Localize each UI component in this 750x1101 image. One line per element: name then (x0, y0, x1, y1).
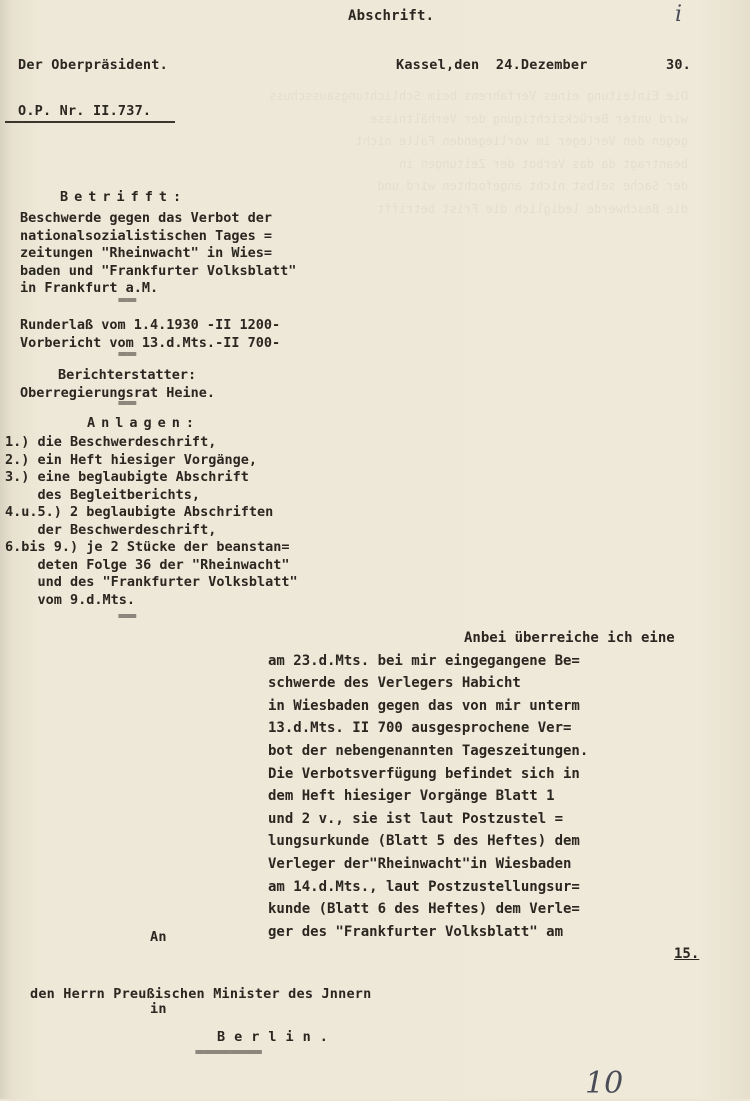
addressee-an: An (150, 929, 167, 945)
attachment-line: 6.bis 9.) je 2 Stücke der beanstan= (5, 539, 290, 555)
body-line: lungsurkunde (Blatt 5 des Heftes) dem (268, 833, 580, 850)
rapporteur-label: Berichterstatter: (58, 367, 197, 383)
attachment-line: des Begleitberichts, (5, 486, 201, 503)
attachment-line: vom 9.d.Mts. (5, 591, 136, 608)
reference-line: Vorbericht vom 13.d.Mts.-II 700- (20, 334, 281, 351)
references-block (20, 317, 280, 352)
addressee-in: in (150, 1001, 167, 1017)
attachment-line: 4.u.5.) 2 beglaubigte Abschriften (5, 504, 274, 520)
reference-underline (5, 121, 175, 123)
attachments-block (5, 434, 298, 609)
attachment-line: 2.) ein Heft hiesiger Vorgänge, (5, 451, 257, 468)
subject-line: zeitungen "Rheinwacht" in Wies= (20, 245, 272, 261)
show-through-text: Die Einleitung eines Verfahrens beim Schlichtungsausschuss wird unter Berücksichtigung der Verhältnisse gegen den Verleger im vorliegenden Falle nicht beantragt da das Verbot der Zeitungen in der Sache selbst nicht angefochten wird und die Beschwerde lediglich die Frist betrifft (268, 89, 688, 216)
attachment-line: 1.) die Beschwerdeschrift, (5, 434, 217, 450)
sender: Der Oberpräsident. (18, 57, 168, 73)
attachments-label: Anlagen: (87, 415, 201, 431)
body-line: 13.d.Mts. II 700 ausgesprochene Ver= (268, 720, 572, 737)
body-line: am 14.d.Mts., laut Postzustellungsur= (268, 878, 580, 895)
subject-line: baden und "Frankfurter Volksblatt" (20, 262, 297, 279)
body-line: 15. (674, 946, 700, 963)
addressee-recipient: den Herrn Preußischen Minister des Jnnern (30, 986, 372, 1002)
year: 30. (666, 57, 691, 73)
attachment-line: der Beschwerdeschrift, (5, 521, 217, 538)
subject-block (20, 210, 296, 298)
separator: ==== (118, 296, 136, 306)
body-line: am 23.d.Mts. bei mir eingegangene Be= (268, 652, 580, 669)
body-line: Verleger der"Rheinwacht"in Wiesbaden (268, 855, 572, 872)
document-heading: Abschrift. (348, 8, 435, 24)
body-line: ger des "Frankfurter Volksblatt" am (268, 923, 564, 940)
file-reference: O.P. Nr. II.737. (18, 103, 152, 119)
rapporteur-block (20, 367, 215, 402)
body-line: Anbei überreiche ich eine (464, 630, 675, 646)
body-line: in Wiesbaden gegen das von mir unterm (268, 697, 580, 714)
body-line: bot der nebengenannten Tageszeitungen. (268, 742, 589, 759)
corner-mark: i (675, 2, 683, 27)
reference-line: Runderlaß vom 1.4.1930 -II 1200- (20, 317, 281, 333)
subject-label: Betrifft: (60, 189, 188, 205)
body-line: dem Heft hiesiger Vorgänge Blatt 1 (268, 788, 555, 805)
subject-line: nationalsozialistischen Tages = (20, 227, 272, 244)
separator: ==== (118, 399, 136, 409)
body-line: Die Verbotsverfügung befindet sich in (268, 765, 580, 782)
place-date: Kassel,den 24.Dezember (396, 57, 588, 73)
attachment-line: und des "Frankfurter Volksblatt" (5, 574, 298, 590)
handwritten-page-number: 10 (585, 1066, 624, 1101)
body-text (268, 627, 699, 966)
subject-line: in Frankfurt a.M. (20, 280, 159, 296)
separator: ==== (118, 350, 136, 360)
body-line: kunde (Blatt 6 des Heftes) dem Verle= (268, 901, 580, 918)
attachment-line: deten Folge 36 der "Rheinwacht" (5, 556, 290, 573)
attachment-line: 3.) eine beglaubigte Abschrift (5, 469, 249, 485)
rapporteur-name: Oberregierungsrat Heine. (20, 384, 216, 401)
body-line: und 2 v., sie ist laut Postzustel = (268, 810, 564, 827)
subject-line: Beschwerde gegen das Verbot der (20, 210, 272, 226)
separator: ==== (118, 612, 136, 622)
city-underline: =============== (195, 1048, 262, 1058)
addressee-city: Berlin. (217, 1029, 337, 1045)
body-line: schwerde des Verlegers Habicht (268, 675, 521, 692)
